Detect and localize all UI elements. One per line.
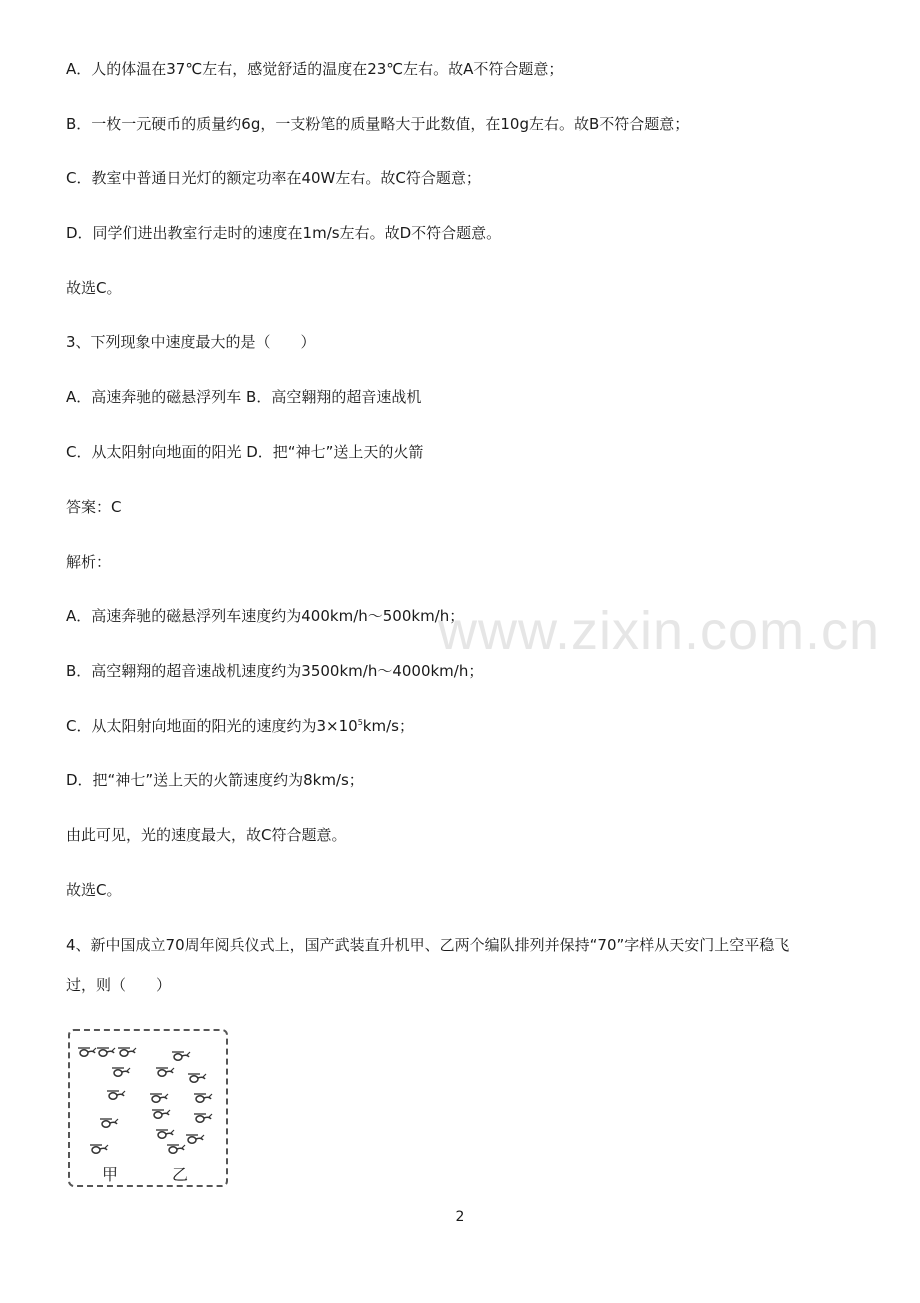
- option-c-power: C．教室中普通日光灯的额定功率在40W左右。故C符合题意；: [66, 169, 481, 187]
- label-yi: 乙: [172, 1165, 189, 1184]
- conclusion-q3: 故选C。: [66, 881, 122, 899]
- analysis-heading: 解析：: [66, 553, 112, 571]
- helicopter-icon: [167, 1145, 185, 1153]
- helicopter-icon: [186, 1135, 204, 1143]
- helicopter-icon: [150, 1094, 168, 1102]
- helicopter-icon: [107, 1091, 125, 1099]
- helicopter-icon: [100, 1119, 118, 1127]
- option-d-speed: D．同学们进出教室行走时的速度在1m/s左右。故D不符合题意。: [66, 224, 502, 242]
- helicopter-icon: [156, 1068, 174, 1076]
- helicopter-icon: [97, 1048, 115, 1056]
- helicopter-icon: [118, 1048, 136, 1056]
- answer-q3: 答案：C: [66, 498, 122, 516]
- question-3-options-cd: C．从太阳射向地面的阳光 D．把“神七”送上天的火箭: [66, 443, 424, 461]
- analysis-a: A．高速奔驰的磁悬浮列车速度约为400km/h～500km/h；: [66, 607, 465, 625]
- helicopter-formation-figure: [68, 1029, 228, 1187]
- conclusion-q2: 故选C。: [66, 279, 122, 297]
- helicopter-icon: [194, 1114, 212, 1122]
- page-number: 2: [455, 1209, 465, 1225]
- helicopter-icon: [112, 1068, 130, 1076]
- exponent: 5: [357, 718, 363, 727]
- question-3-options-ab: A．高速奔驰的磁悬浮列车 B．高空翱翔的超音速战机: [66, 388, 422, 406]
- analysis-c: C．从太阳射向地面的阳光的速度约为$3\times 10^5km/s$；: [66, 717, 414, 735]
- formation-drawing: [70, 1031, 230, 1189]
- helicopter-icon: [90, 1145, 108, 1153]
- analysis-d: D．把“神七”送上天的火箭速度约为8km/s；: [66, 771, 364, 789]
- helicopter-icon: [152, 1110, 170, 1118]
- helicopter-icon: [156, 1130, 174, 1138]
- label-jia: 甲: [102, 1165, 119, 1184]
- option-a-temperature: A．人的体温在37℃左右，感觉舒适的温度在23℃左右。故A不符合题意；: [66, 60, 564, 78]
- helicopter-icon: [188, 1074, 206, 1082]
- analysis-b: B．高空翱翔的超音速战机速度约为3500km/h～4000km/h；: [66, 662, 484, 680]
- question-4-line2: 过，则（ ）: [66, 976, 172, 994]
- helicopter-icon: [78, 1048, 96, 1056]
- helicopter-icon: [172, 1052, 190, 1060]
- watermark: www.zixin.com.cn: [438, 601, 881, 661]
- question-4-line1: 4、新中国成立70周年阅兵仪式上，国产武装直升机甲、乙两个编队排列并保持“70”字样从天安门上空平稳飞: [66, 936, 790, 954]
- analysis-conclusion: 由此可见，光的速度最大，故C符合题意。: [66, 826, 347, 844]
- question-3: 3、下列现象中速度最大的是（ ）: [66, 333, 316, 351]
- helicopter-icon: [194, 1094, 212, 1102]
- option-b-mass: B．一枚一元硬币的质量约6g，一支粉笔的质量略大于此数值，在10g左右。故B不符合题意；: [66, 115, 690, 133]
